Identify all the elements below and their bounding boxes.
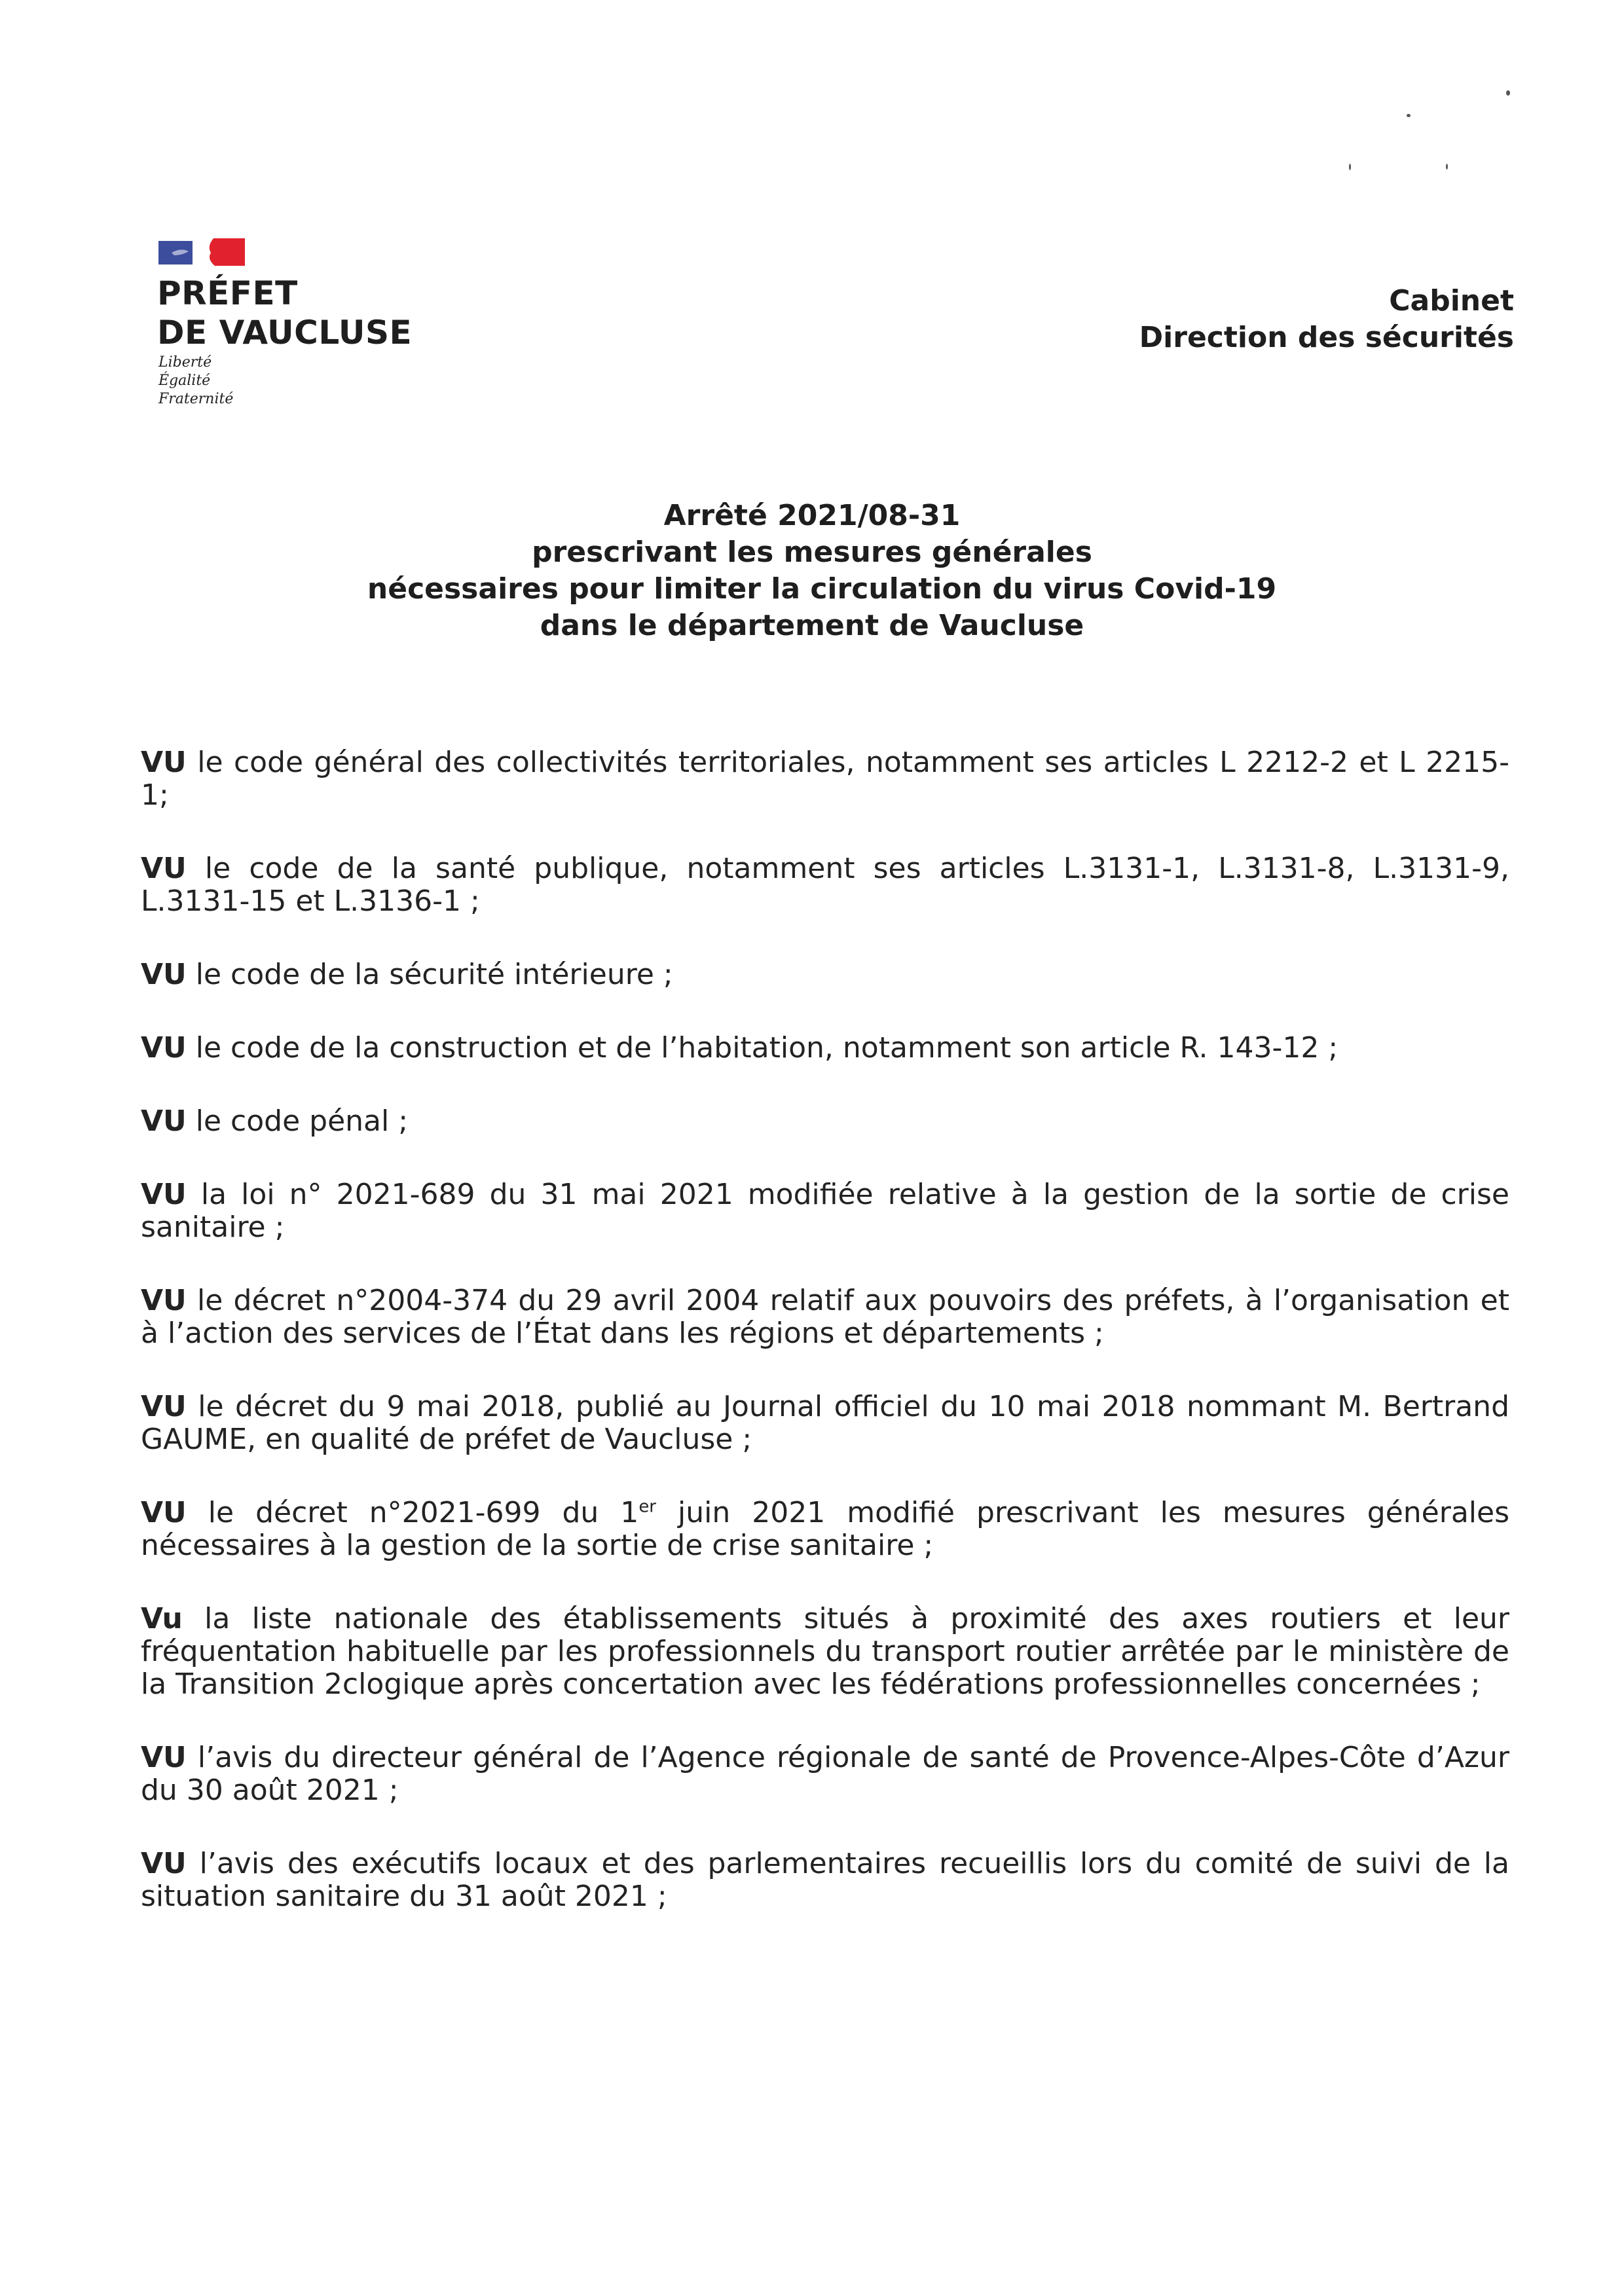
republic-motto	[158, 354, 233, 409]
prefecture-name	[157, 274, 412, 352]
consideration-item	[141, 1178, 1509, 1244]
consideration-item	[141, 1497, 1509, 1562]
consideration-text-before: le décret n°2021-699 du 1	[186, 1496, 639, 1529]
service-line-1: Cabinet	[1389, 284, 1514, 318]
consideration-text: le code de la sécurité intérieure ;	[186, 958, 673, 991]
consideration-item	[141, 958, 1509, 991]
consideration-item	[141, 1105, 1509, 1138]
scan-speck	[1407, 114, 1411, 117]
scan-speck	[1506, 90, 1510, 96]
ordinal-superscript: er	[638, 1497, 656, 1517]
consideration-text: le décret du 9 mai 2018, publié au Journal officiel du 10 mai 2018 nommant M. Bertrand GAUME, en qualité de préfet de Vaucluse ;	[141, 1390, 1509, 1456]
consideration-text: le code général des collectivités territoriales, notamment ses articles L 2212-2 et L 2215-1;	[141, 746, 1509, 812]
consideration-text: la loi n° 2021-689 du 31 mai 2021 modifiée relative à la gestion de la sortie de crise sanitaire ;	[141, 1178, 1509, 1244]
consideration-text: le décret n°2004-374 du 29 avril 2004 relatif aux pouvoirs des préfets, à l’organisation et à l’action des services de l’État dans les régions et départements ;	[141, 1284, 1509, 1350]
motto-fraternite: Fraternité	[158, 391, 234, 407]
motto-liberte: Liberté	[158, 354, 212, 371]
motto-egalite: Égalité	[158, 373, 211, 389]
consideration-text: la liste nationale des établissements situés à proximité des axes routiers et leur fréquentation habituelle par les professionnels du transport routier arrêtée par le ministère de la Transition 2clogique après concertation avec les fédérations professionnelles concernées ;	[141, 1602, 1509, 1701]
consideration-keyword: VU	[141, 852, 187, 885]
title-line-2: prescrivant les mesures générales	[532, 536, 1092, 569]
considerations-list	[141, 746, 1509, 1954]
consideration-item	[141, 1391, 1509, 1456]
consideration-text: le code pénal ;	[186, 1104, 409, 1138]
title-line-1: Arrêté 2021/08-31	[663, 499, 961, 532]
consideration-text: le code de la construction et de l’habitation, notamment son article R. 143-12 ;	[186, 1031, 1338, 1065]
title-line-3: nécessaires pour limiter la circulation du virus Covid-19	[367, 572, 1277, 606]
consideration-keyword: Vu	[141, 1602, 183, 1635]
consideration-item	[141, 746, 1509, 812]
consideration-text-after: juin 2021 modifié prescrivant les mesures générales nécessaires à la gestion de la sortie de crise sanitaire ;	[141, 1496, 1509, 1562]
consideration-keyword: VU	[141, 958, 187, 991]
consideration-text: l’avis du directeur général de l’Agence régionale de santé de Provence-Alpes-Côte d’Azur du 30 août 2021 ;	[141, 1741, 1509, 1807]
consideration-keyword: VU	[141, 1284, 187, 1317]
consideration-keyword: VU	[141, 1496, 187, 1529]
scan-speck	[1446, 164, 1448, 170]
scan-speck	[1349, 164, 1351, 170]
service-line-2: Direction des sécurités	[1139, 321, 1514, 354]
prefecture-name-line-2: DE VAUCLUSE	[157, 314, 413, 352]
consideration-keyword: VU	[141, 1847, 187, 1880]
consideration-item	[141, 1603, 1509, 1701]
consideration-item	[141, 1848, 1509, 1913]
consideration-keyword: VU	[141, 1031, 187, 1065]
title-line-4: dans le département de Vaucluse	[540, 609, 1084, 642]
consideration-keyword: VU	[141, 1104, 187, 1138]
consideration-keyword: VU	[141, 746, 187, 779]
issuing-service	[1139, 283, 1514, 356]
flag-red-band	[210, 238, 245, 266]
consideration-keyword: VU	[141, 1390, 187, 1423]
consideration-keyword: VU	[141, 1178, 187, 1211]
consideration-item	[141, 1032, 1509, 1065]
consideration-text: l’avis des exécutifs locaux et des parlementaires recueillis lors du comité de suivi de la situation sanitaire du 31 août 2021 ;	[141, 1847, 1509, 1913]
consideration-item	[141, 852, 1509, 918]
consideration-item	[141, 1741, 1509, 1807]
prefecture-name-line-1: PRÉFET	[157, 274, 298, 312]
marianne-logo-icon	[158, 236, 250, 267]
marianne-profile	[193, 241, 204, 264]
decree-title	[0, 498, 1624, 644]
consideration-item	[141, 1285, 1509, 1350]
consideration-keyword: VU	[141, 1741, 187, 1774]
consideration-text: le code de la santé publique, notamment ses articles L.3131-1, L.3131-8, L.3131-9, L.3131-15 et L.3136-1 ;	[141, 852, 1509, 918]
